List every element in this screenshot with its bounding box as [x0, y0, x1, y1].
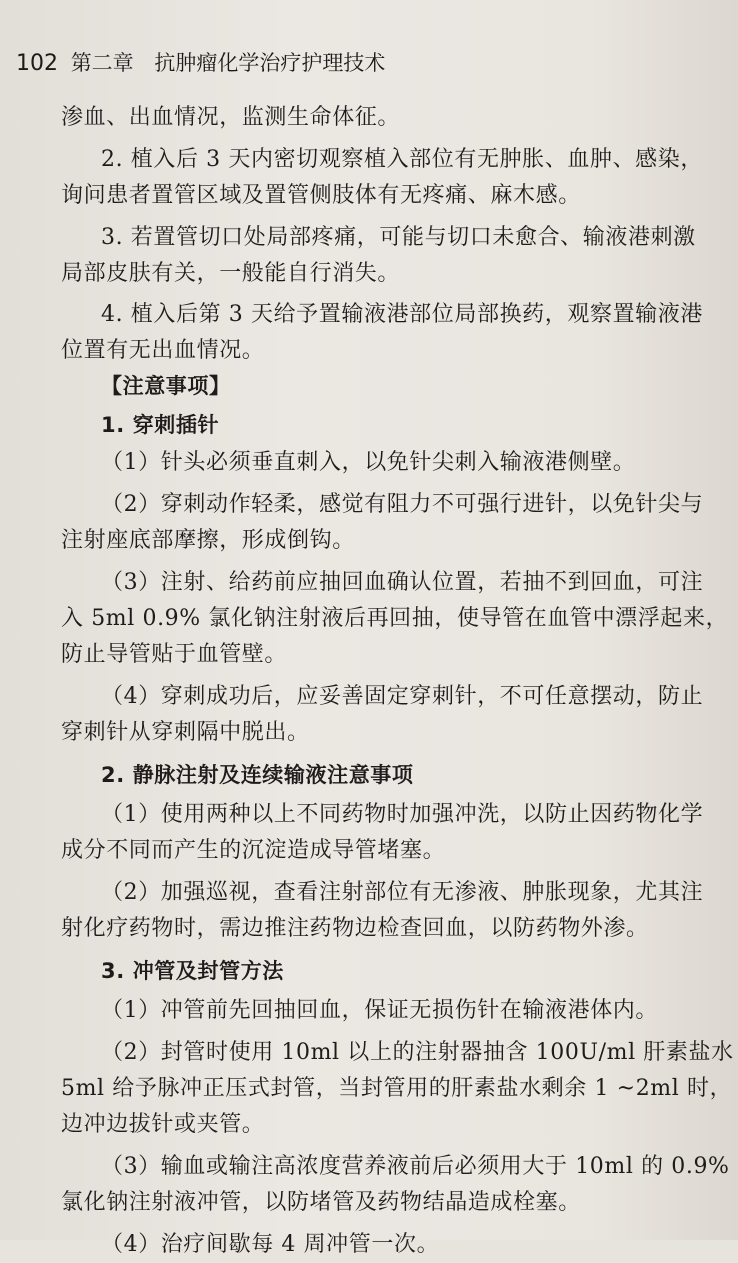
- paragraph-line: （4）穿刺成功后，应妥善固定穿刺针，不可任意摆动，防止: [101, 684, 704, 709]
- paragraph-line: （3）注射、给药前应抽回血确认位置，若抽不到回血，可注: [101, 570, 704, 595]
- paragraph-line: 5ml 给予脉冲正压式封管，当封管用的肝素盐水剩余 1 ~2ml 时，: [61, 1076, 733, 1101]
- section-heading: 3. 冲管及封管方法: [101, 959, 284, 983]
- chapter-label: 第二章: [70, 51, 134, 75]
- paragraph-line: 射化疗药物时，需边推注药物边检查回血，以防药物外渗。: [61, 916, 649, 941]
- paragraph-line: 成分不同而产生的沉淀造成导管堵塞。: [61, 838, 446, 863]
- paragraph-line: （2）加强巡视，查看注射部位有无渗液、肿胀现象，尤其注: [101, 880, 704, 905]
- paragraph-line: 注射座底部摩擦，形成倒钩。: [61, 528, 355, 553]
- paragraph-line: 2. 植入后 3 天内密切观察植入部位有无肿胀、血肿、感染，: [101, 147, 703, 172]
- paragraph-line: （3）输血或输注高浓度营养液前后必须用大于 10ml 的 0.9%: [101, 1154, 730, 1179]
- paragraph-line: 穿刺针从穿刺隔中脱出。: [61, 720, 310, 745]
- paragraph-line: 询问患者置管区域及置管侧肢体有无疼痛、麻木感。: [61, 183, 581, 208]
- paragraph-line: 防止导管贴于血管壁。: [61, 642, 288, 667]
- paragraph-line: （4）治疗间歇每 4 周冲管一次。: [101, 1232, 440, 1257]
- page-number: 102: [16, 51, 58, 76]
- paragraph-line: （1）使用两种以上不同药物时加强冲洗，以防止因药物化学: [101, 802, 704, 827]
- paragraph-line: （2）封管时使用 10ml 以上的注射器抽含 100U/ml 肝素盐水: [101, 1040, 734, 1065]
- paragraph-line: 入 5ml 0.9% 氯化钠注射液后再回抽，使导管在血管中漂浮起来，: [61, 606, 729, 631]
- paragraph-line: 4. 植入后第 3 天给予置输液港部位局部换药，观察置输液港: [101, 302, 703, 327]
- paragraph-line: （2）穿刺动作轻柔，感觉有阻力不可强行进针，以免针尖与: [101, 492, 704, 517]
- paragraph-line: （1）冲管前先回抽回血，保证无损伤针在输液港体内。: [101, 998, 658, 1023]
- section-heading: 2. 静脉注射及连续输液注意事项: [101, 763, 414, 787]
- paragraph-line: 局部皮肤有关，一般能自行消失。: [61, 261, 401, 286]
- paragraph-line: 3. 若置管切口处局部疼痛，可能与切口未愈合、输液港刺激: [101, 225, 696, 250]
- paragraph-line: 氯化钠注射液冲管，以防堵管及药物结晶造成栓塞。: [61, 1190, 581, 1215]
- paragraph-line: 边冲边拔针或夹管。: [61, 1112, 265, 1137]
- paragraph-line: 渗血、出血情况，监测生命体征。: [61, 105, 401, 130]
- paragraph-line: （1）针头必须垂直刺入，以免针尖刺入输液港侧壁。: [101, 450, 636, 475]
- notice-heading: 【注意事项】: [101, 374, 231, 398]
- running-header: [16, 46, 385, 80]
- section-heading: 1. 穿刺插针: [101, 413, 220, 437]
- chapter-title: 抗肿瘤化学治疗护理技术: [154, 51, 386, 75]
- paragraph-line: 位置有无出血情况。: [61, 338, 265, 363]
